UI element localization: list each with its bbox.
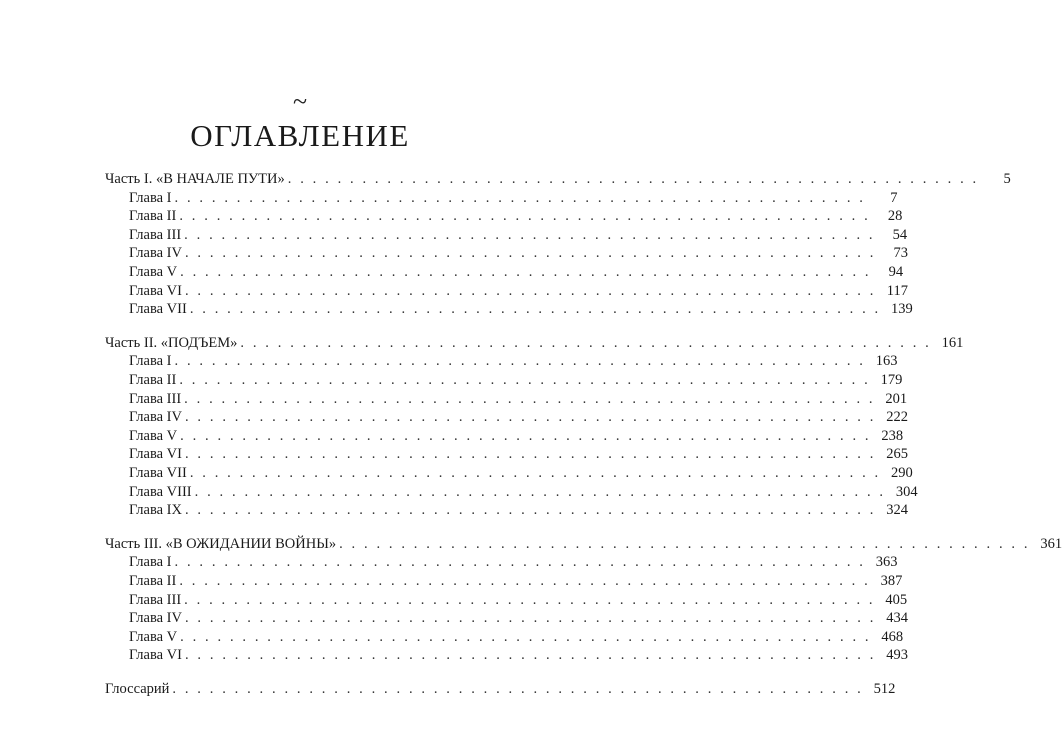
toc-chapter-entry[interactable] [129, 464, 913, 483]
dot-leader: . . . . . . . . . . . . . . . . . . . . . . . . . . . . . . . . . . . . . . . . . . . . . . . . . . . . . . . . [174, 554, 866, 571]
dot-leader: . . . . . . . . . . . . . . . . . . . . . . . . . . . . . . . . . . . . . . . . . . . . . . . . . . . . . . . . [184, 502, 876, 519]
toc-chapter-entry[interactable] [129, 207, 903, 226]
toc-chapter-entry[interactable] [129, 244, 908, 263]
glossary-title: Глоссарий [105, 681, 170, 697]
chapter-title: Глава I [129, 189, 172, 206]
dot-leader: . . . . . . . . . . . . . . . . . . . . . . . . . . . . . . . . . . . . . . . . . . . . . . . . . . . . . . . . [184, 282, 876, 299]
dot-leader: . . . . . . . . . . . . . . . . . . . . . . . . . . . . . . . . . . . . . . . . . . . . . . . . . . . . . . . . [184, 226, 876, 243]
chapter-title: Глава IV [129, 245, 182, 262]
dot-leader: . . . . . . . . . . . . . . . . . . . . . . . . . . . . . . . . . . . . . . . . . . . . . . . . . . . . . . . . [287, 171, 979, 187]
dot-leader: . . . . . . . . . . . . . . . . . . . . . . . . . . . . . . . . . . . . . . . . . . . . . . . . . . . . . . . . [184, 591, 876, 608]
page-number: 222 [886, 409, 908, 426]
part-title: Часть III. «В ОЖИДАНИИ ВОЙНЫ» [105, 535, 337, 552]
toc-chapter-entry[interactable] [129, 553, 898, 572]
page-number: 179 [880, 372, 903, 388]
dot-leader: . . . . . . . . . . . . . . . . . . . . . . . . . . . . . . . . . . . . . . . . . . . . . . . . . . . . . . . . [172, 681, 864, 697]
toc-part-entry[interactable] [105, 535, 1062, 554]
toc-chapter-entry[interactable] [129, 427, 904, 446]
toc-chapter-entry[interactable] [129, 591, 908, 610]
chapter-title: Глава VI [129, 647, 182, 664]
dot-leader: . . . . . . . . . . . . . . . . . . . . . . . . . . . . . . . . . . . . . . . . . . . . . . . . . . . . . . . . [189, 465, 881, 481]
page-number: 161 [941, 334, 964, 351]
table-of-contents [105, 0, 1062, 750]
dot-leader: . . . . . . . . . . . . . . . . . . . . . . . . . . . . . . . . . . . . . . . . . . . . . . . . . . . . . . . . [194, 483, 886, 500]
page-number: 493 [886, 647, 908, 664]
toc-chapter-entry[interactable] [129, 609, 908, 628]
page-number: 434 [886, 610, 908, 627]
toc-chapter-entry[interactable] [129, 408, 908, 427]
dot-leader: . . . . . . . . . . . . . . . . . . . . . . . . . . . . . . . . . . . . . . . . . . . . . . . . . . . . . . . . [184, 446, 876, 463]
page-number: 201 [885, 390, 908, 407]
chapter-title: Глава IX [129, 502, 182, 519]
chapter-title: Глава III [129, 591, 182, 608]
page-number: 387 [880, 573, 903, 589]
dot-leader: . . . . . . . . . . . . . . . . . . . . . . . . . . . . . . . . . . . . . . . . . . . . . . . . . . . . . . . . [179, 208, 871, 225]
page-number: 363 [875, 554, 898, 571]
page-number: 28 [887, 208, 903, 225]
toc-chapter-entry[interactable] [129, 263, 904, 282]
chapter-title: Глава II [129, 208, 177, 225]
chapter-title: Глава V [129, 427, 178, 444]
toc-chapter-entry[interactable] [129, 646, 908, 665]
chapter-title: Глава III [129, 226, 182, 243]
toc-chapter-entry[interactable] [129, 189, 898, 208]
dot-leader: . . . . . . . . . . . . . . . . . . . . . . . . . . . . . . . . . . . . . . . . . . . . . . . . . . . . . . . . [184, 409, 876, 426]
toc-chapter-entry[interactable] [129, 352, 898, 371]
page-number: 73 [893, 245, 908, 262]
page-number: 361 [1040, 535, 1062, 552]
title-ornament: ~ [292, 87, 308, 116]
dot-leader: . . . . . . . . . . . . . . . . . . . . . . . . . . . . . . . . . . . . . . . . . . . . . . . . . . . . . . . . [180, 628, 872, 645]
page-number: 117 [886, 282, 908, 299]
page-number: 512 [873, 681, 896, 697]
toc-glossary-entry[interactable] [105, 680, 896, 699]
chapter-title: Глава IV [129, 610, 182, 627]
dot-leader: . . . . . . . . . . . . . . . . . . . . . . . . . . . . . . . . . . . . . . . . . . . . . . . . . . . . . . . . [180, 427, 872, 444]
toc-part-entry[interactable] [105, 334, 964, 353]
chapter-title: Глава V [129, 264, 178, 280]
page-number: 290 [891, 465, 913, 481]
dot-leader: . . . . . . . . . . . . . . . . . . . . . . . . . . . . . . . . . . . . . . . . . . . . . . . . . . . . . . . . [339, 535, 1031, 552]
toc-chapter-entry[interactable] [129, 445, 908, 464]
chapter-title: Глава I [129, 353, 172, 370]
part-title: Часть I. «В НАЧАЛЕ ПУТИ» [105, 171, 285, 187]
chapter-title: Глава VIII [129, 483, 192, 500]
toc-chapter-entry[interactable] [129, 390, 908, 409]
page-number: 304 [895, 483, 918, 500]
page-number: 5 [1003, 171, 1011, 187]
part-title: Часть II. «ПОДЪЕМ» [105, 334, 238, 351]
chapter-title: Глава III [129, 390, 182, 407]
page-number: 324 [886, 502, 908, 519]
toc-part-entry[interactable] [105, 170, 1011, 189]
toc-chapter-entry[interactable] [129, 483, 918, 502]
page-number: 163 [875, 353, 898, 370]
page-title: ОГЛАВЛЕНИЕ [190, 118, 410, 153]
page-number: 265 [886, 446, 908, 463]
page-number: 7 [890, 189, 898, 206]
chapter-title: Глава II [129, 372, 177, 388]
chapter-title: Глава IV [129, 409, 182, 426]
toc-chapter-entry[interactable] [129, 282, 908, 301]
toc-chapter-entry[interactable] [129, 226, 908, 245]
chapter-title: Глава II [129, 573, 177, 589]
dot-leader: . . . . . . . . . . . . . . . . . . . . . . . . . . . . . . . . . . . . . . . . . . . . . . . . . . . . . . . . [184, 610, 876, 627]
dot-leader: . . . . . . . . . . . . . . . . . . . . . . . . . . . . . . . . . . . . . . . . . . . . . . . . . . . . . . . . [174, 353, 866, 370]
dot-leader: . . . . . . . . . . . . . . . . . . . . . . . . . . . . . . . . . . . . . . . . . . . . . . . . . . . . . . . . [179, 372, 871, 388]
page-number: 468 [881, 628, 904, 645]
toc-chapter-entry[interactable] [129, 501, 908, 520]
dot-leader: . . . . . . . . . . . . . . . . . . . . . . . . . . . . . . . . . . . . . . . . . . . . . . . . . . . . . . . . [179, 573, 871, 589]
dot-leader: . . . . . . . . . . . . . . . . . . . . . . . . . . . . . . . . . . . . . . . . . . . . . . . . . . . . . . . . [184, 245, 876, 262]
chapter-title: Глава VII [129, 465, 187, 481]
dot-leader: . . . . . . . . . . . . . . . . . . . . . . . . . . . . . . . . . . . . . . . . . . . . . . . . . . . . . . . . [180, 264, 872, 280]
dot-leader: . . . . . . . . . . . . . . . . . . . . . . . . . . . . . . . . . . . . . . . . . . . . . . . . . . . . . . . . [189, 301, 881, 318]
chapter-title: Глава VI [129, 282, 182, 299]
chapter-title: Глава V [129, 628, 178, 645]
page-number: 238 [881, 427, 904, 444]
page-number: 94 [888, 264, 904, 280]
toc-chapter-entry[interactable] [129, 628, 904, 647]
page-number: 405 [885, 591, 908, 608]
chapter-title: Глава VII [129, 301, 187, 318]
dot-leader: . . . . . . . . . . . . . . . . . . . . . . . . . . . . . . . . . . . . . . . . . . . . . . . . . . . . . . . . [240, 334, 932, 351]
chapter-title: Глава I [129, 554, 172, 571]
toc-chapter-entry[interactable] [129, 300, 913, 319]
dot-leader: . . . . . . . . . . . . . . . . . . . . . . . . . . . . . . . . . . . . . . . . . . . . . . . . . . . . . . . . [174, 189, 866, 206]
page-number: 139 [891, 301, 913, 318]
toc-chapter-entry[interactable] [129, 371, 903, 390]
page-number: 54 [892, 226, 908, 243]
dot-leader: . . . . . . . . . . . . . . . . . . . . . . . . . . . . . . . . . . . . . . . . . . . . . . . . . . . . . . . . [184, 390, 876, 407]
dot-leader: . . . . . . . . . . . . . . . . . . . . . . . . . . . . . . . . . . . . . . . . . . . . . . . . . . . . . . . . [184, 647, 876, 664]
toc-chapter-entry[interactable] [129, 572, 903, 591]
chapter-title: Глава VI [129, 446, 182, 463]
